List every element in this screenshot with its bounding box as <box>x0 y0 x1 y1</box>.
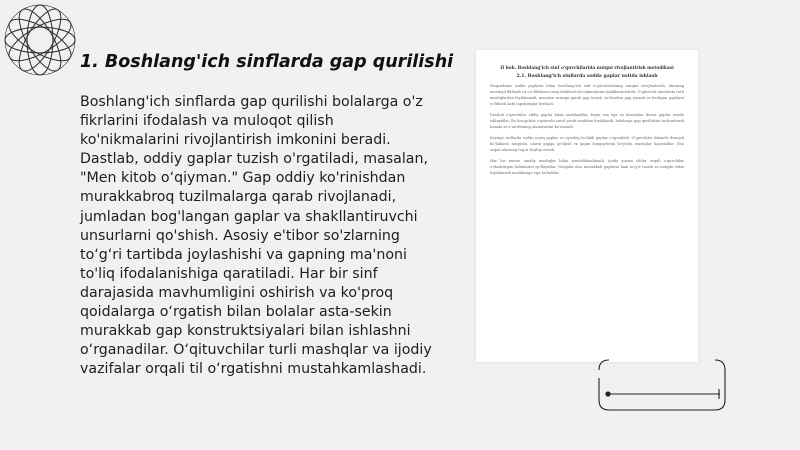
corner-frame-decoration <box>592 356 734 412</box>
frame-dot-icon <box>605 391 610 396</box>
body-paragraph: Boshlang'ich sinflarda gap qurilishi bolalarga o'z fikrlarini ifodalash va muloqot qilish ko'nikmalarini rivojlantirish imkonini beradi. Dastlab, oddiy gaplar tuzish o'rgatiladi, masalan, "Men kitob o‘qiyman." Gap oddiy ko'rinishdan murakkabroq tuzilmalarga qarab rivojlanadi, jumladan bog'langan gaplar va shakllantiruvchi unsurlarni qo'shish. Asosiy e'tibor so'zlarning to‘g‘ri tartibda joylashishi va gapning ma'noni to'liq ifodalanishiga qaratiladi. Har bir sinf darajasida mavhumligini oshirish va ko'proq qoidalarga o‘rgatish bilan bolalar asta-sekin murakkab gap konstruktsiyalari bilan ishlashni o‘rganadilar. O‘qituvchilar turli mashqlar va ijodiy vazifalar orqali til o‘rgatishni mustahkamlashadi. <box>80 94 432 378</box>
section-heading: 1. Boshlang'ich sinflarda gap qurilishi <box>80 52 454 72</box>
document-preview-subtitle: 2.1. Boshlang'ich sinflarda sodda gaplar ustida ishlash <box>516 74 658 79</box>
document-preview-paragraph: Maqsadimiz sodda gaplarni bilan boshlang'ich sinf o'quvchilarining nutqini rivojlantirish, ularning mustaqil fikrlash va o'z fikrlarini aniq ifodalash ko'nikmalarini shakllantirishdir. O'qituvchi darslarda turli mashqlardan foydalanadi, masalan rasmga qarab gap tuzish, so'zlardan gap yasash va berilgan gaplarni to'ldirish kabi topshiriqlar beriladi. <box>490 84 684 106</box>
document-preview-paragraph: Dastlab o'quvchilar oddiy gaplar bilan tanishadilar, keyin esa ega va kesimdan iborat gaplar ustida ishlaydilar. Bu bosqichda o'qituvchi savol-javob usulidan foydalanib, bolalarga gap qurilishini tushuntiradi hamda so'z tartibining ahamiyatini ko'rsatadi. <box>490 113 684 129</box>
circular-ornament-icon <box>2 2 78 78</box>
document-preview-title: II bob. Boshlang'ich sinf o'quvchilarida nutqni rivojlantirish metodikasi <box>500 66 674 71</box>
document-preview-paragraph: Har bir mavzu amaliy mashqlar bilan mustahkamlanadi, ijodiy yozma ishlar orqali o'quvchilar o'zlashtirgan bilimlarini qo'llaydilar. Natijada ular murakkab gaplarni ham to'g'ri tuzish va nutqda erkin foydalanish malakasiga ega bo'ladilar. <box>490 159 684 175</box>
document-preview-image <box>476 50 698 362</box>
document-preview-paragraph: Keyingi sinflarda sodda yoyiq gaplar va uyushiq bo'lakli gaplar o'rganiladi. O'quvchilar ikkinchi darajali bo'laklarni aniqlash, ularni gapga qo'shish va gapni kengaytirish bo'yicha mashqlar bajaradilar. Shu orqali ularning lug'at boyligi ortadi. <box>490 136 684 152</box>
